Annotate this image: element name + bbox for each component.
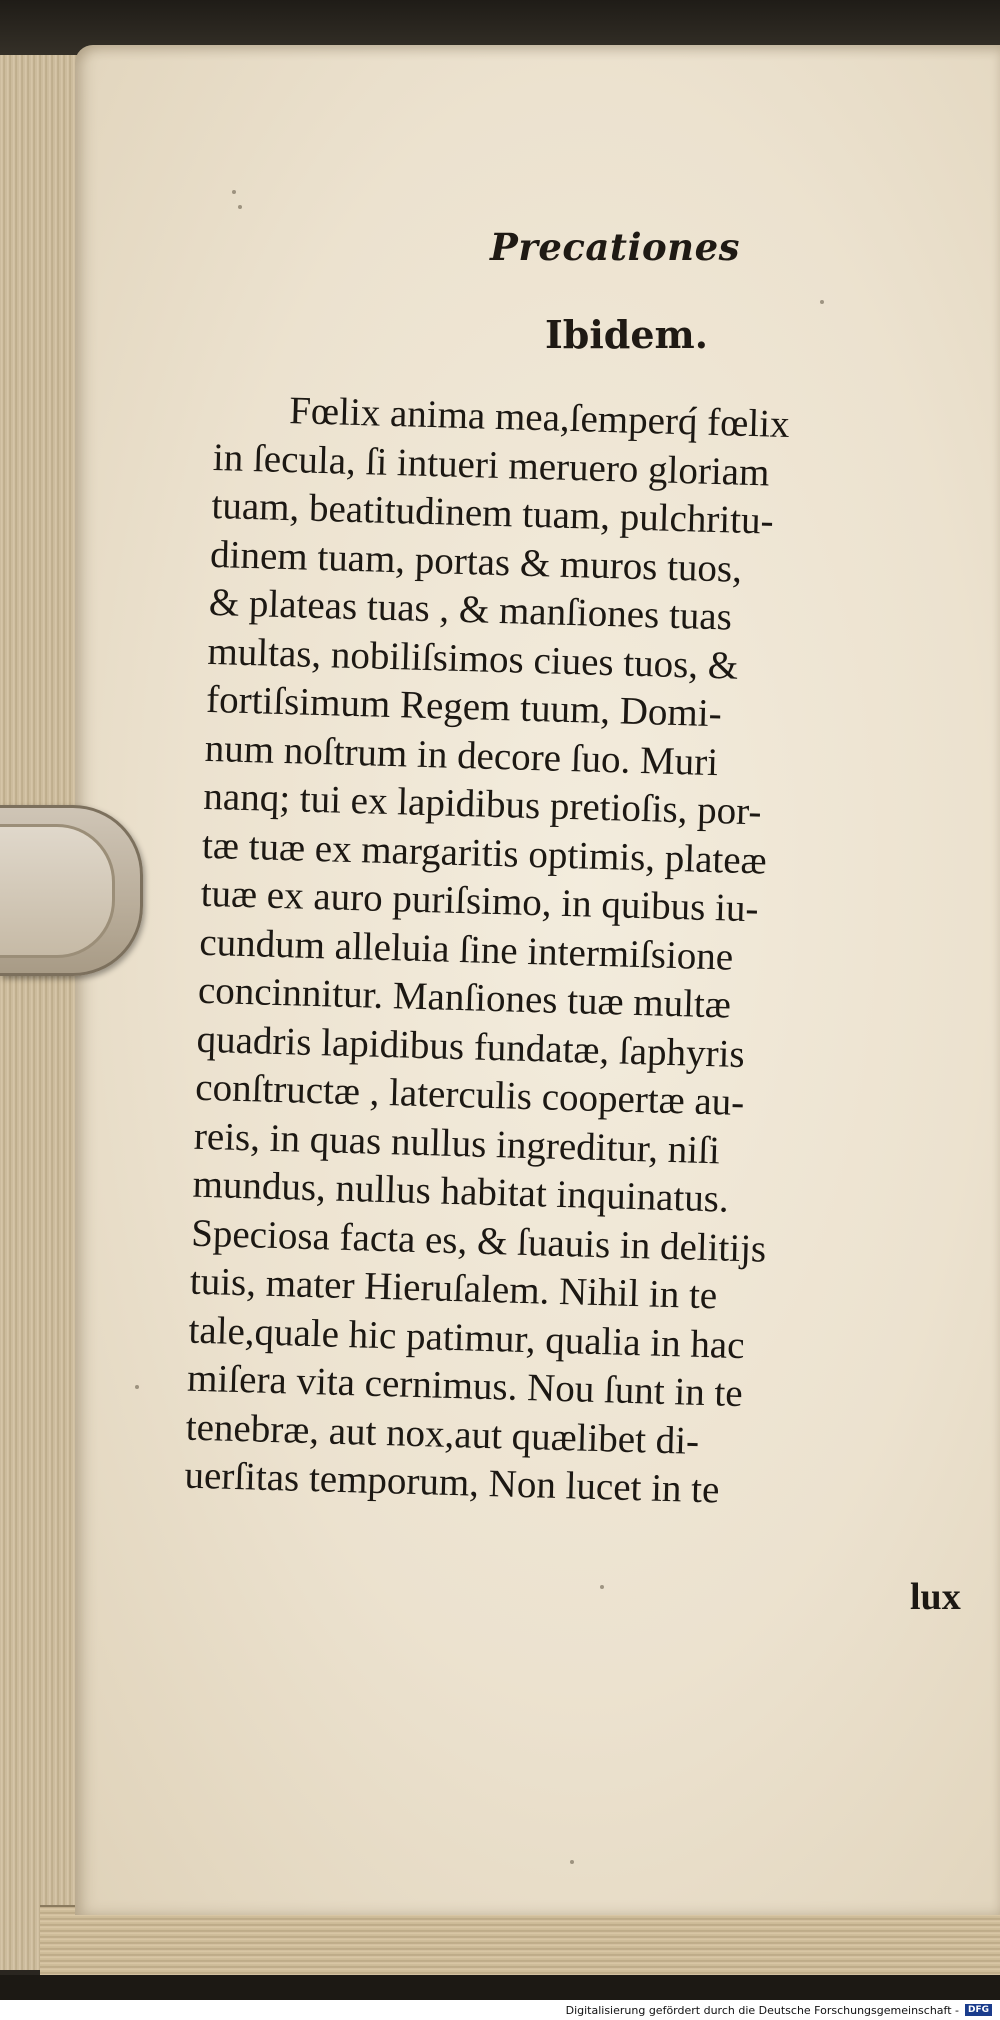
text-line: concinnitur. Manſiones tuæ multæ: [197, 968, 732, 1027]
book-clasp: [0, 805, 143, 976]
text-line: tæ tuæ ex margaritis optimis, plateæ: [201, 823, 768, 883]
speck: [820, 300, 824, 304]
body-text: [184, 385, 975, 1521]
catchword: lux: [910, 1576, 961, 1618]
text-line: quadris lapidibus fundatæ, ſaphyris: [196, 1017, 746, 1076]
section-heading: Ibidem.: [545, 312, 708, 357]
text-line: mundus, nullus habitat inquinatus.: [192, 1162, 730, 1221]
text-line: fortiſsimum Regem tuum, Domi-: [205, 677, 723, 736]
text-line: num noſtrum in decore ſuo. Muri: [204, 726, 719, 784]
background-bottom: [0, 1975, 1000, 2000]
text-line: in ſecula, ſi intueri meruero gloriam: [212, 435, 771, 495]
speck: [135, 1385, 139, 1389]
text-line: tenebræ, aut nox,aut quælibet di-: [185, 1405, 700, 1463]
text-line: cundum alleluia ſine intermiſsione: [198, 920, 734, 979]
text-line: tale,quale hic patimur, qualia in hac: [188, 1308, 746, 1367]
text-line: tuæ ex auro puriſsimo, in quibus iu-: [200, 871, 760, 931]
text-line: Speciosa facta es, & ſuauis in delitijs: [190, 1211, 767, 1271]
text-line: miſera vita cernimus. Nou ſunt in te: [186, 1356, 744, 1416]
text-line: reis, in quas nullus ingreditur, niſi: [193, 1114, 721, 1172]
text-line: tuis, mater Hieruſalem. Nihil in te: [189, 1259, 718, 1318]
text-line: Fœlix anima mea,ſemperq́ fœlix: [288, 389, 791, 447]
text-line: multas, nobiliſsimos ciues tuos, &: [206, 629, 739, 688]
running-head: Precationes: [490, 225, 740, 269]
clasp-inner: [0, 824, 115, 958]
digitization-footer: [0, 2000, 1000, 2020]
footer-credit: Digitalisierung gefördert durch die Deutsche Forschungsgemeinschaft -: [565, 2003, 959, 2017]
speck: [238, 205, 242, 209]
text-line: conſtructæ , laterculis coopertæ au-: [194, 1065, 745, 1125]
text-line: dinem tuam, portas & muros tuos,: [209, 532, 743, 591]
text-line: & plateas tuas , & manſiones tuas: [208, 580, 733, 639]
speck: [232, 190, 236, 194]
speck: [600, 1585, 604, 1589]
dfg-logo-badge: DFG: [965, 2004, 992, 2016]
text-line: tuam, beatitudinem tuam, pulchritu-: [211, 483, 775, 543]
page-edges-bottom: [40, 1905, 1000, 1977]
text-line: nanq; tui ex lapidibus pretioſis, por-: [202, 774, 763, 834]
text-line: uerſitas temporum, Non lucet in te: [183, 1453, 720, 1512]
speck: [570, 1860, 574, 1864]
